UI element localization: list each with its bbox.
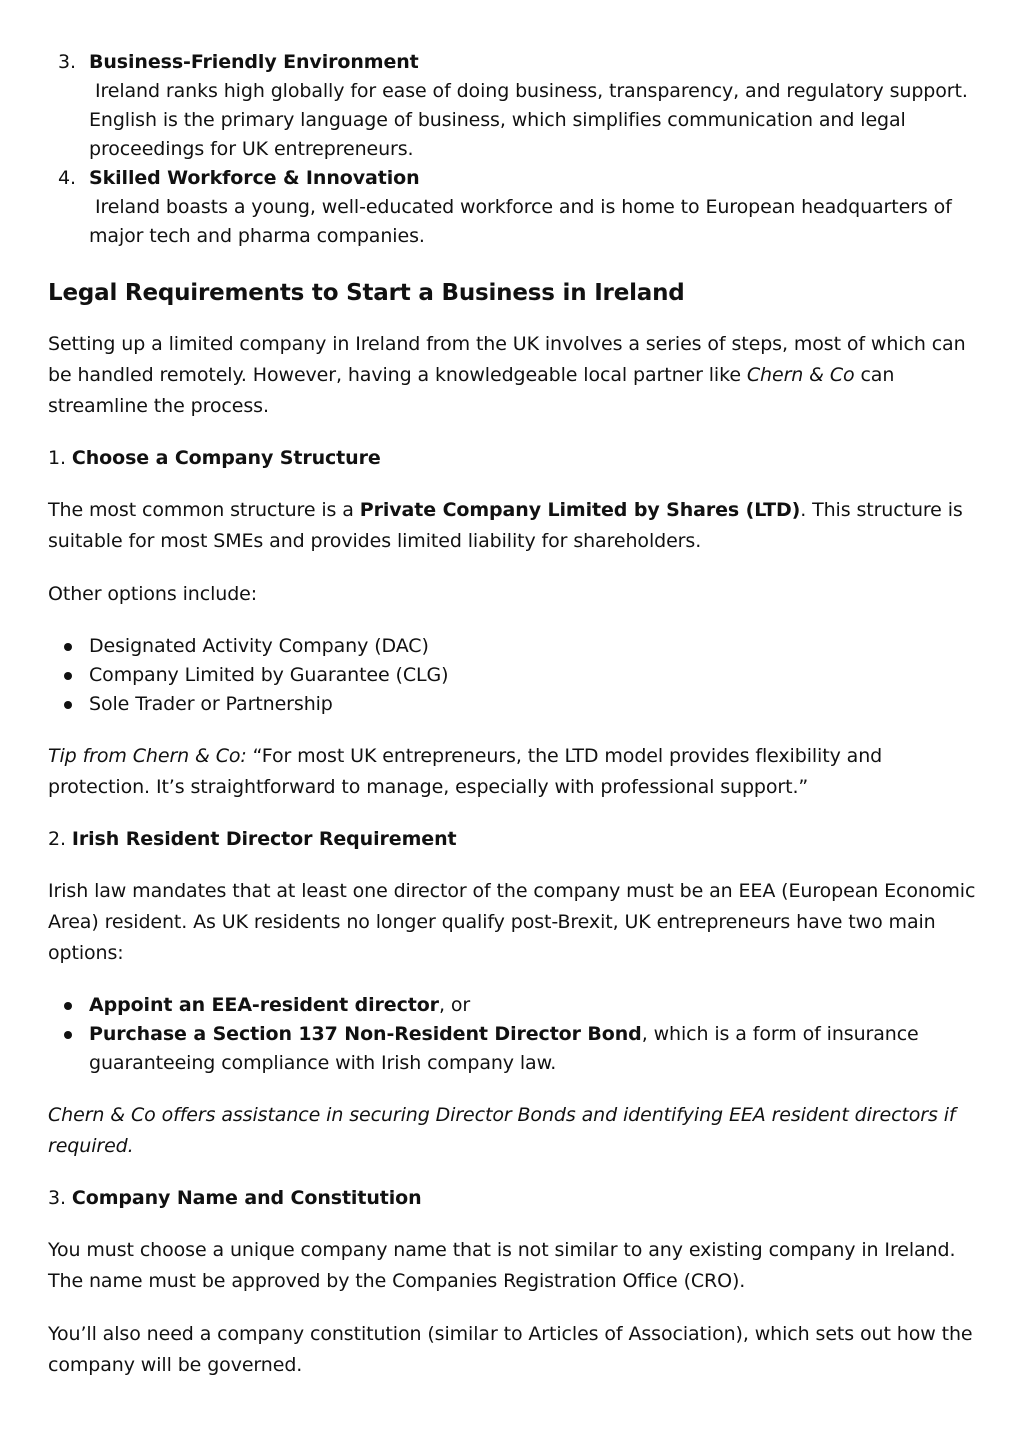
structure-highlight: Private Company Limited by Shares (LTD) (359, 499, 801, 521)
intro-company-name: Chern & Co (746, 364, 855, 386)
list-item-number: 4. (58, 167, 76, 189)
other-options-label: Other options include: (48, 583, 258, 605)
director-options-list (48, 991, 983, 1078)
structure-paragraph (48, 495, 983, 557)
structure-options-list (48, 632, 983, 719)
step-title: Company Name and Constitution (71, 1187, 422, 1209)
option-rest: , or (438, 994, 471, 1016)
list-item-body: Ireland boasts a young, well-educated workforce and is home to European headquarters of major tech and pharma companies. (89, 196, 958, 247)
company-name-paragraph: You must choose a unique company name that is not similar to any existing company in Ireland. The name must be approved by the Companies Registration Office (CRO). (48, 1239, 956, 1292)
constitution-paragraph: You’ll also need a company constitution (similar to Articles of Association), which sets out how the company will be governed. (48, 1323, 973, 1376)
list-item: Company Limited by Guarantee (CLG) (48, 661, 983, 690)
list-item-body: Ireland ranks high globally for ease of doing business, transparency, and regulatory support. English is the primary language of business, which simplifies communication and legal proceedings for UK entrepreneurs. (89, 80, 974, 160)
structure-text: The most common structure is a (48, 499, 360, 521)
step-heading (48, 825, 983, 854)
document-content (48, 48, 983, 1381)
tip-text: “For most UK entrepreneurs, the LTD model provides flexibility and protection. It’s straightforward to manage, especially with professional support.” (48, 745, 883, 798)
list-item (48, 48, 983, 164)
intro-paragraph (48, 329, 983, 422)
step-title: Irish Resident Director Requirement (71, 828, 457, 850)
step-title: Choose a Company Structure (71, 447, 381, 469)
list-item: Sole Trader or Partnership (48, 690, 983, 719)
list-item-title: Business-Friendly Environment (89, 51, 419, 73)
option-rest: , which is a form of insurance guaranteeing compliance with Irish company law. (89, 1023, 919, 1074)
list-item-number: 3. (58, 51, 76, 73)
list-item (48, 991, 983, 1020)
intro-text: Setting up a limited company in Ireland from the UK involves a series of steps, most of which can be handled remotely. However, having a knowledgeable local partner like (48, 333, 966, 386)
section-heading: Legal Requirements to Start a Business in Ireland (48, 280, 685, 306)
benefits-list (48, 48, 983, 251)
list-item-title: Skilled Workforce & Innovation (89, 167, 420, 189)
director-note: Chern & Co offers assistance in securing Director Bonds and identifying EEA resident directors if required. (48, 1104, 956, 1157)
step-number: 3. (48, 1187, 66, 1209)
structure-text-end: . This structure is suitable for most SMEs and provides limited liability for shareholders. (48, 499, 963, 552)
step-number: 2. (48, 828, 66, 850)
tip-paragraph (48, 741, 983, 803)
option-bold: Purchase a Section 137 Non-Resident Director Bond (89, 1023, 642, 1045)
intro-text-end: can streamline the process. (48, 364, 895, 417)
step-heading (48, 444, 983, 473)
tip-label: Tip from Chern & Co: (48, 745, 247, 767)
step-number: 1. (48, 447, 66, 469)
director-paragraph: Irish law mandates that at least one director of the company must be an EEA (European Economic Area) resident. As UK residents no longer qualify post-Brexit, UK entrepreneurs have two main options: (48, 880, 976, 964)
list-item (48, 164, 983, 251)
list-item: Designated Activity Company (DAC) (48, 632, 983, 661)
option-bold: Appoint an EEA-resident director (89, 994, 439, 1016)
list-item (48, 1020, 983, 1078)
step-heading (48, 1184, 983, 1213)
